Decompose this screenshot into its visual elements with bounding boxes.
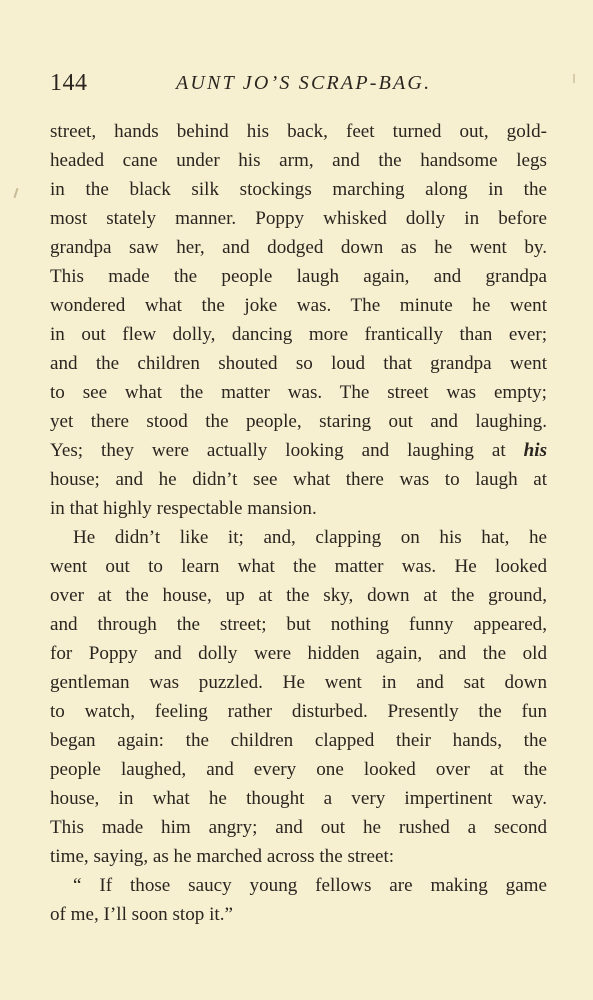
text-line: in that highly respectable mansion. xyxy=(50,498,317,519)
text-line: house, in what he thought a very impertinent way. xyxy=(50,788,547,809)
text-line: in out flew dolly, dancing more frantically than ever; xyxy=(50,324,547,345)
text-line: to see what the matter was. The street was empty; xyxy=(50,382,547,403)
text-line: began again: the children clapped their hands, the xyxy=(50,730,547,751)
text-line: street, hands behind his back, feet turned out, gold- xyxy=(50,121,547,142)
line-text: Yes; they were actually looking and laughing at xyxy=(50,440,524,461)
text-line: grandpa saw her, and dodged down as he went by. xyxy=(50,237,547,258)
text-line: This made the people laugh again, and grandpa xyxy=(50,266,547,287)
text-line: to watch, feeling rather disturbed. Presently the fun xyxy=(50,701,547,722)
text-line: headed cane under his arm, and the handsome legs xyxy=(50,150,547,171)
text-line: This made him angry; and out he rushed a second xyxy=(50,817,547,838)
book-title: AUNT JO’S SCRAP-BAG. xyxy=(176,72,432,94)
text-line: for Poppy and dolly were hidden again, and the old xyxy=(50,643,547,664)
text-line: wondered what the joke was. The minute he went xyxy=(50,295,547,316)
text-line: people laughed, and every one looked over at the xyxy=(50,759,547,780)
text-line: gentleman was puzzled. He went in and sat down xyxy=(50,672,547,693)
text-line: in the black silk stockings marching along in the xyxy=(50,179,547,200)
body-text xyxy=(50,117,547,929)
corner-mark xyxy=(573,74,575,83)
text-line: “ If those saucy young fellows are making game xyxy=(73,875,547,896)
margin-mark xyxy=(14,188,19,198)
text-line: yet there stood the people, staring out and laughing. xyxy=(50,411,547,432)
text-line-with-emphasis xyxy=(50,436,547,465)
text-line: He didn’t like it; and, clapping on his hat, he xyxy=(73,527,547,548)
page-number: 144 xyxy=(50,70,88,96)
emphasized-word: his xyxy=(523,440,547,461)
text-line: house; and he didn’t see what there was to laugh at xyxy=(50,469,547,490)
running-head xyxy=(50,66,547,100)
text-line: of me, I’ll soon stop it.” xyxy=(50,904,233,925)
text-line: and the children shouted so loud that grandpa went xyxy=(50,353,547,374)
text-line: over at the house, up at the sky, down at the ground, xyxy=(50,585,547,606)
text-line: time, saying, as he marched across the street: xyxy=(50,846,395,867)
text-line: went out to learn what the matter was. He looked xyxy=(50,556,547,577)
text-line: most stately manner. Poppy whisked dolly in before xyxy=(50,208,547,229)
text-line: and through the street; but nothing funny appeared, xyxy=(50,614,547,635)
